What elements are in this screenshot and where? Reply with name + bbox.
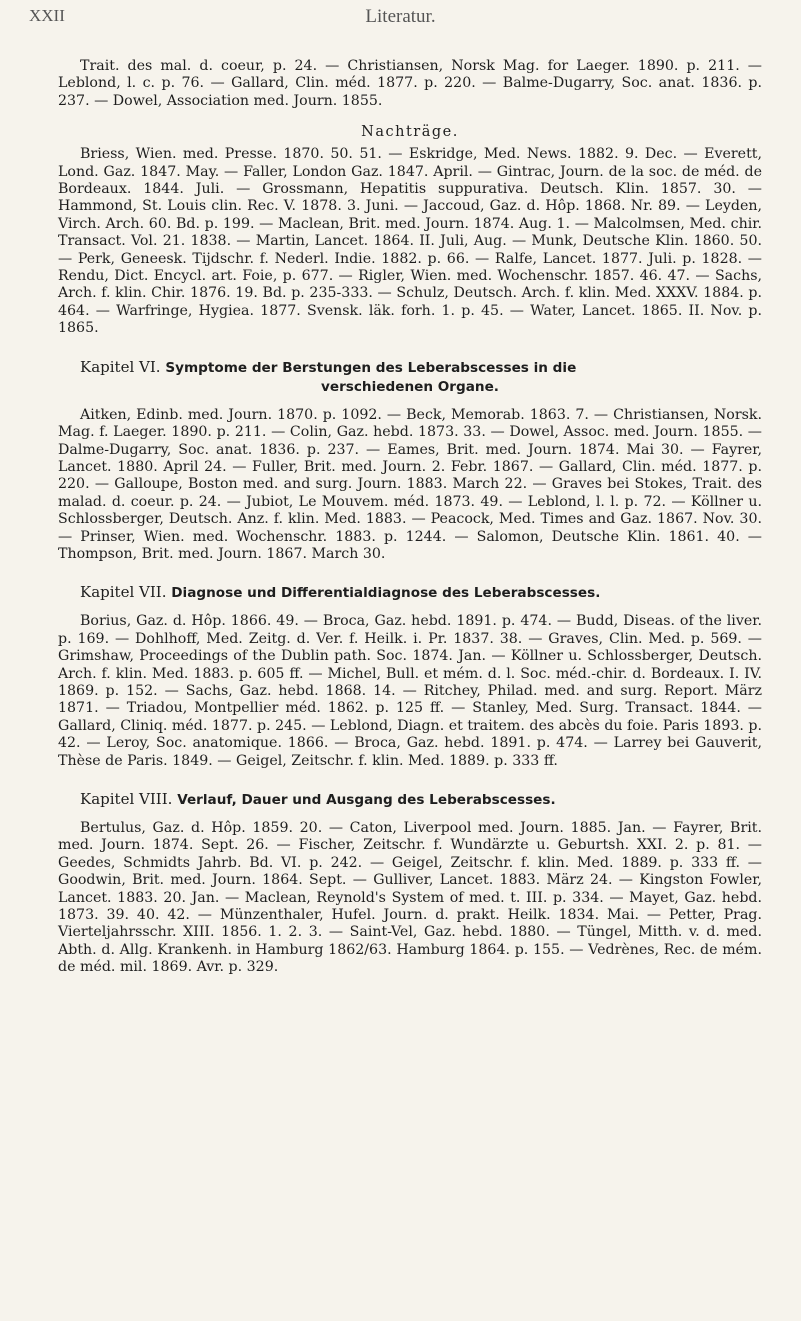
chapter-6-title-line1: Symptome der Berstungen des Leberabscesses in die — [165, 359, 577, 376]
chapter-7-heading — [58, 583, 762, 603]
chapter-7-title: Diagnose und Differentialdiagnose des Leberabscesses. — [171, 585, 601, 602]
chapter-6-title-line2: verschiedenen Organe. — [321, 378, 499, 395]
chapter-6-label: Kapitel VI. — [80, 357, 161, 376]
page-content — [58, 58, 762, 977]
chapter-6-heading — [58, 358, 762, 397]
chapter-7-label: Kapitel VII. — [80, 583, 167, 602]
page-header — [0, 4, 801, 32]
running-title: Literatur. — [365, 6, 436, 27]
chapter-8-references: Bertulus, Gaz. d. Hôp. 1859. 20. — Caton, Liverpool med. Journ. 1885. Jan. — Fayrer, Brit. med. Journ. 1874. Sept. 26. — Fischer, Zeitschr. f. Wundärzte u. Geburtsh. XXI. 2. p. 81. — Geedes, Schmidts Jahrb. Bd. VI. p. 242. — Geigel, Zeitschr. f. klin. Med. 1889. p. 333 ff. — Goodwin, Brit. med. Journ. 1864. Sept. — Gulliver, Lancet. 1883. März 24. — Kingston Fowler, Lancet. 1883. 20. Jan. — Maclean, Reynold's System of med. t. III. p. 334. — Mayet, Gaz. hebd. 1873. 39. 40. 42. — Münzenthaler, Hufel. Journ. d. prakt. Heilk. 1834. Mai. — Petter, Prag. Vierteljahrsschr. XIII. 1856. 1. 2. 3. — Saint-Vel, Gaz. hebd. 1880. — Tüngel, Mitth. v. d. med. Abth. d. Allg. Krankenh. in Hamburg 1862/63. Hamburg 1864. p. 155. — Vedrènes, Rec. de mém. de méd. mil. 1869. Avr. p. 329. — [58, 820, 762, 976]
section-heading-nachtraege: Nachträge. — [361, 124, 459, 141]
chapter-8-title: Verlauf, Dauer und Ausgang des Leberabscesses. — [177, 792, 556, 808]
chapter-8-label: Kapitel VIII. — [80, 790, 173, 808]
chapter-7-references: Borius, Gaz. d. Hôp. 1866. 49. — Broca, Gaz. hebd. 1891. p. 474. — Budd, Diseas. of the liver. p. 169. — Dohlhoff, Med. Zeitg. d. Ver. f. Heilk. i. Pr. 1837. 38. — Graves, Clin. Med. p. 569. — Grimshaw, Proceedings of the Dublin path. Soc. 1874. Jan. — Köllner u. Schlossberger, Deutsch. Arch. f. klin. Med. 1883. p. 605 ff. — Michel, Bull. et mém. d. l. Soc. méd.-chir. d. Bordeaux. I. IV. 1869. p. 152. — Sachs, Gaz. hebd. 1868. 14. — Ritchey, Philad. med. and surg. Report. März 1871. — Triadou, Montpellier méd. 1862. p. 125 ff. — Stanley, Med. Surg. Transact. 1844. — Gallard, Cliniq. méd. 1877. p. 245. — Leblond, Diagn. et traitem. des abcès du foie. Paris 1893. p. 42. — Leroy, Soc. anatomique. 1866. — Broca, Gaz. hebd. 1891. p. 474. — Larrey bei Gauverit, Thèse de Paris. 1849. — Geigel, Zeitschr. f. klin. Med. 1889. p. 333 ff. — [58, 613, 762, 769]
nachtraege-references: Briess, Wien. med. Presse. 1870. 50. 51. — Eskridge, Med. News. 1882. 9. Dec. — Everett, Lond. Gaz. 1847. May. — Faller, London Gaz. 1847. April. — Gintrac, Journ. de la soc. de méd. de Bordeaux. 1844. Juli. — Grossmann, Hepatitis suppurativa. Deutsch. Klin. 1857. 30. — Hammond, St. Louis clin. Rec. V. 1878. 3. Juni. — Jaccoud, Gaz. d. Hôp. 1868. Nr. 89. — Leyden, Virch. Arch. 60. Bd. p. 199. — Maclean, Brit. med. Journ. 1874. Aug. 1. — Malcolmsen, Med. chir. Transact. Vol. 21. 1838. — Martin, Lancet. 1864. II. Juli, Aug. — Munk, Deutsche Klin. 1860. 50. — Perk, Geneesk. Tijdschr. f. Nederl. Indie. 1882. p. 66. — Ralfe, Lancet. 1877. Juli. p. 1828. — Rendu, Dict. Encycl. art. Foie, p. 677. — Rigler, Wien. med. Wochenschr. 1857. 46. 47. — Sachs, Arch. f. klin. Chir. 1876. 19. Bd. p. 235-333. — Schulz, Deutsch. Arch. f. klin. Med. XXXV. 1884. p. 464. — Warfringe, Hygiea. 1877. Svensk. läk. forh. 1. p. 45. — Water, Lancet. 1865. II. Nov. p. 1865. — [58, 146, 762, 337]
chapter-8-heading — [58, 790, 762, 810]
chapter-6-references: Aitken, Edinb. med. Journ. 1870. p. 1092. — Beck, Memorab. 1863. 7. — Christiansen, Norsk. Mag. f. Laeger. 1890. p. 211. — Colin, Gaz. hebd. 1873. 33. — Dowel, Assoc. med. Journ. 1855. — Dalme-Dugarry, Soc. anat. 1836. p. 237. — Eames, Brit. med. Journ. 1874. Mai 30. — Fayrer, Lancet. 1880. April 24. — Fuller, Brit. med. Journ. 2. Febr. 1867. — Gallard, Clin. méd. 1877. p. 220. — Galloupe, Boston med. and surg. Journ. 1883. March 22. — Graves bei Stokes, Trait. des malad. d. coeur. p. 24. — Jubiot, Le Mouvem. méd. 1873. 49. — Leblond, l. l. p. 72. — Köllner u. Schlossberger, Deutsch. Anz. f. klin. Med. 1883. — Peacock, Med. Times and Gaz. 1867. Nov. 30. — Prinser, Wien. med. Wochenschr. 1883. p. 1244. — Salomon, Deutsche Klin. 1861. 40. — Thompson, Brit. med. Journ. 1867. March 30. — [58, 406, 762, 562]
page-number: XXII — [29, 6, 65, 25]
intro-references: Trait. des mal. d. coeur, p. 24. — Christiansen, Norsk Mag. for Laeger. 1890. p. 211. — Leblond, l. c. p. 76. — Gallard, Clin. méd. 1877. p. 220. — Balme-Dugarry, Soc. anat. 1836. p. 237. — Dowel, Association med. Journ. 1855. — [58, 58, 762, 109]
